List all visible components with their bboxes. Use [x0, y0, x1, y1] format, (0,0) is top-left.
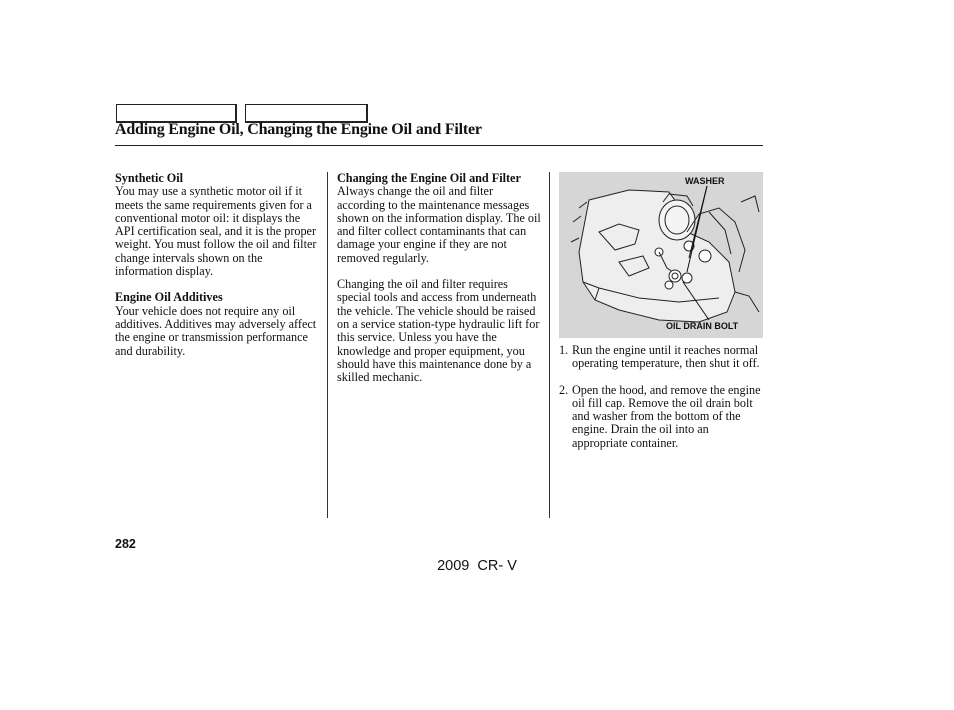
synthetic-oil-heading: Synthetic Oil: [115, 171, 184, 185]
step-text: Run the engine until it reaches normal operating temperature, then shut it off.: [572, 343, 760, 371]
synthetic-oil-body: You may use a synthetic motor oil if it meets the same requirements given for a conventional motor oil: it displays the API certification seal, and it is the proper weight. You must follow the oil and filter change intervals shown on the information display.: [115, 184, 317, 279]
washer-label: WASHER: [685, 176, 725, 186]
column-right: [559, 344, 765, 450]
title-divider: [115, 145, 763, 146]
engine-underside-drawing: [559, 172, 763, 338]
column-divider-2: [549, 172, 550, 518]
additives-body: Your vehicle does not require any oil additives. Additives may adversely affect the engine or transmission performance and durability.: [115, 303, 317, 358]
step-number: 2.: [559, 382, 569, 397]
additives-heading: Engine Oil Additives: [115, 290, 223, 305]
column-divider-1: [327, 172, 328, 518]
oil-change-heading: Changing the Engine Oil and Filter: [337, 171, 521, 185]
oil-change-paragraph-1: Always change the oil and filter according to the maintenance messages shown on the information display. The oil and filter collect contaminants that can damage your engine if they are not removed regularly.: [337, 184, 541, 265]
step-item: [559, 344, 765, 371]
step-text: Open the hood, and remove the engine oil fill cap. Remove the oil drain bolt and washer from the bottom of the engine. Drain the oil into an appropriate container.: [572, 382, 761, 450]
footer-model-label: 2009 CR- V: [437, 558, 517, 574]
oil-change-paragraph-2: Changing the oil and filter requires special tools and access from underneath the vehicle. The vehicle should be raised on a service station-type hydraulic lift for this service. Unless you have the knowledge and proper equipment, you should have this maintenance done by a skilled mechanic.: [337, 277, 540, 385]
page-number: 282: [115, 537, 136, 551]
oil-drain-bolt-label: OIL DRAIN BOLT: [666, 321, 739, 331]
page-title: Adding Engine Oil, Changing the Engine Oil and Filter: [115, 121, 482, 138]
column-left: [115, 172, 320, 358]
step-item: [559, 384, 765, 450]
step-number: 1.: [559, 343, 569, 357]
oil-drain-illustration: [559, 172, 763, 338]
column-middle: [337, 172, 542, 384]
